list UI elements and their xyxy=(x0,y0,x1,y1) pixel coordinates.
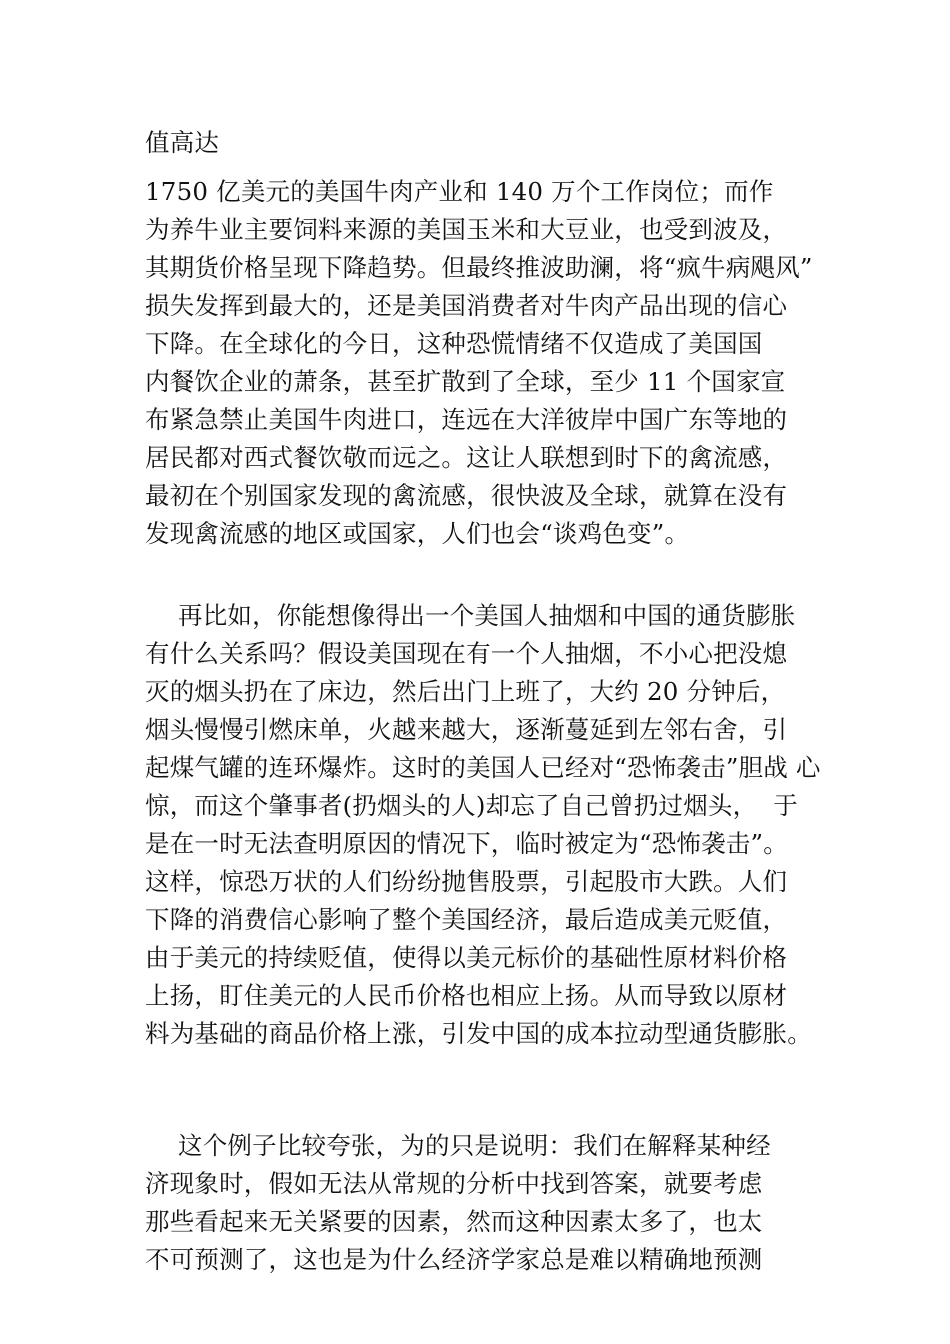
text-line: 布紧急禁止美国牛肉进口，连远在大洋彼岸中国广东等地的 xyxy=(145,405,788,434)
text-line: 下降。在全球化的今日，这种恐慌情绪不仅造成了美国国 xyxy=(145,329,763,358)
paragraph-first-line: 再比如，你能想像得出一个美国人抽烟和中国的通货膨胀 xyxy=(178,601,796,630)
text-line: 值高达 xyxy=(145,128,220,157)
text-line: 为养牛业主要饲料来源的美国玉米和大豆业，也受到波及， xyxy=(145,215,788,244)
text-line: 那些看起来无关紧要的因素，然而这种因素太多了，也太 xyxy=(145,1207,763,1236)
text-line: 其期货价格呈现下降趋势。但最终推波助澜，将“疯牛病飓风” xyxy=(145,253,813,282)
text-line: 济现象时，假如无法从常规的分析中找到答案，就要考虑 xyxy=(145,1169,763,1198)
paragraph-first-line: 这个例子比较夸张，为的只是说明：我们在解释某种经 xyxy=(178,1131,771,1160)
text-line: 1750 亿美元的美国牛肉产业和 140 万个工作岗位；而作 xyxy=(145,177,774,206)
text-line: 料为基础的商品价格上涨，引发中国的成本拉动型通货膨胀。 xyxy=(145,1019,812,1048)
text-line: 有什么关系吗？假设美国现在有一个人抽烟，不小心把没熄 xyxy=(145,639,788,668)
text-line: 惊，而这个肇事者(扔烟头的人)却忘了自己曾扔过烟头， 于 xyxy=(145,791,798,820)
text-line: 这样，惊恐万状的人们纷纷抛售股票，引起股市大跌。人们 xyxy=(145,867,788,896)
text-line: 不可预测了，这也是为什么经济学家总是难以精确地预测 xyxy=(145,1245,763,1274)
text-line: 内餐饮企业的萧条，甚至扩散到了全球，至少 11 个国家宣 xyxy=(145,367,786,396)
text-line: 是在一时无法查明原因的情况下，临时被定为“恐怖袭击”。 xyxy=(145,829,788,858)
text-line: 损失发挥到最大的，还是美国消费者对牛肉产品出现的信心 xyxy=(145,291,788,320)
text-line: 发现禽流感的地区或国家，人们也会“谈鸡色变”。 xyxy=(145,519,690,548)
text-line: 下降的消费信心影响了整个美国经济，最后造成美元贬值， xyxy=(145,905,788,934)
text-line: 上扬，盯住美元的人民币价格也相应上扬。从而导致以原材 xyxy=(145,981,788,1010)
text-line: 起煤气罐的连环爆炸。这时的美国人已经对“恐怖袭击”胆战 心 xyxy=(145,753,821,782)
text-line: 灭的烟头扔在了床边，然后出门上班了，大约 20 分钟后， xyxy=(145,677,786,706)
text-line: 烟头慢慢引燃床单，火越来越大，逐渐蔓延到左邻右舍，引 xyxy=(145,715,788,744)
text-line: 由于美元的持续贬值，使得以美元标价的基础性原材料价格 xyxy=(145,943,788,972)
text-line: 居民都对西式餐饮敬而远之。这让人联想到时下的禽流感， xyxy=(145,443,788,472)
text-line: 最初在个别国家发现的禽流感，很快波及全球，就算在没有 xyxy=(145,481,788,510)
